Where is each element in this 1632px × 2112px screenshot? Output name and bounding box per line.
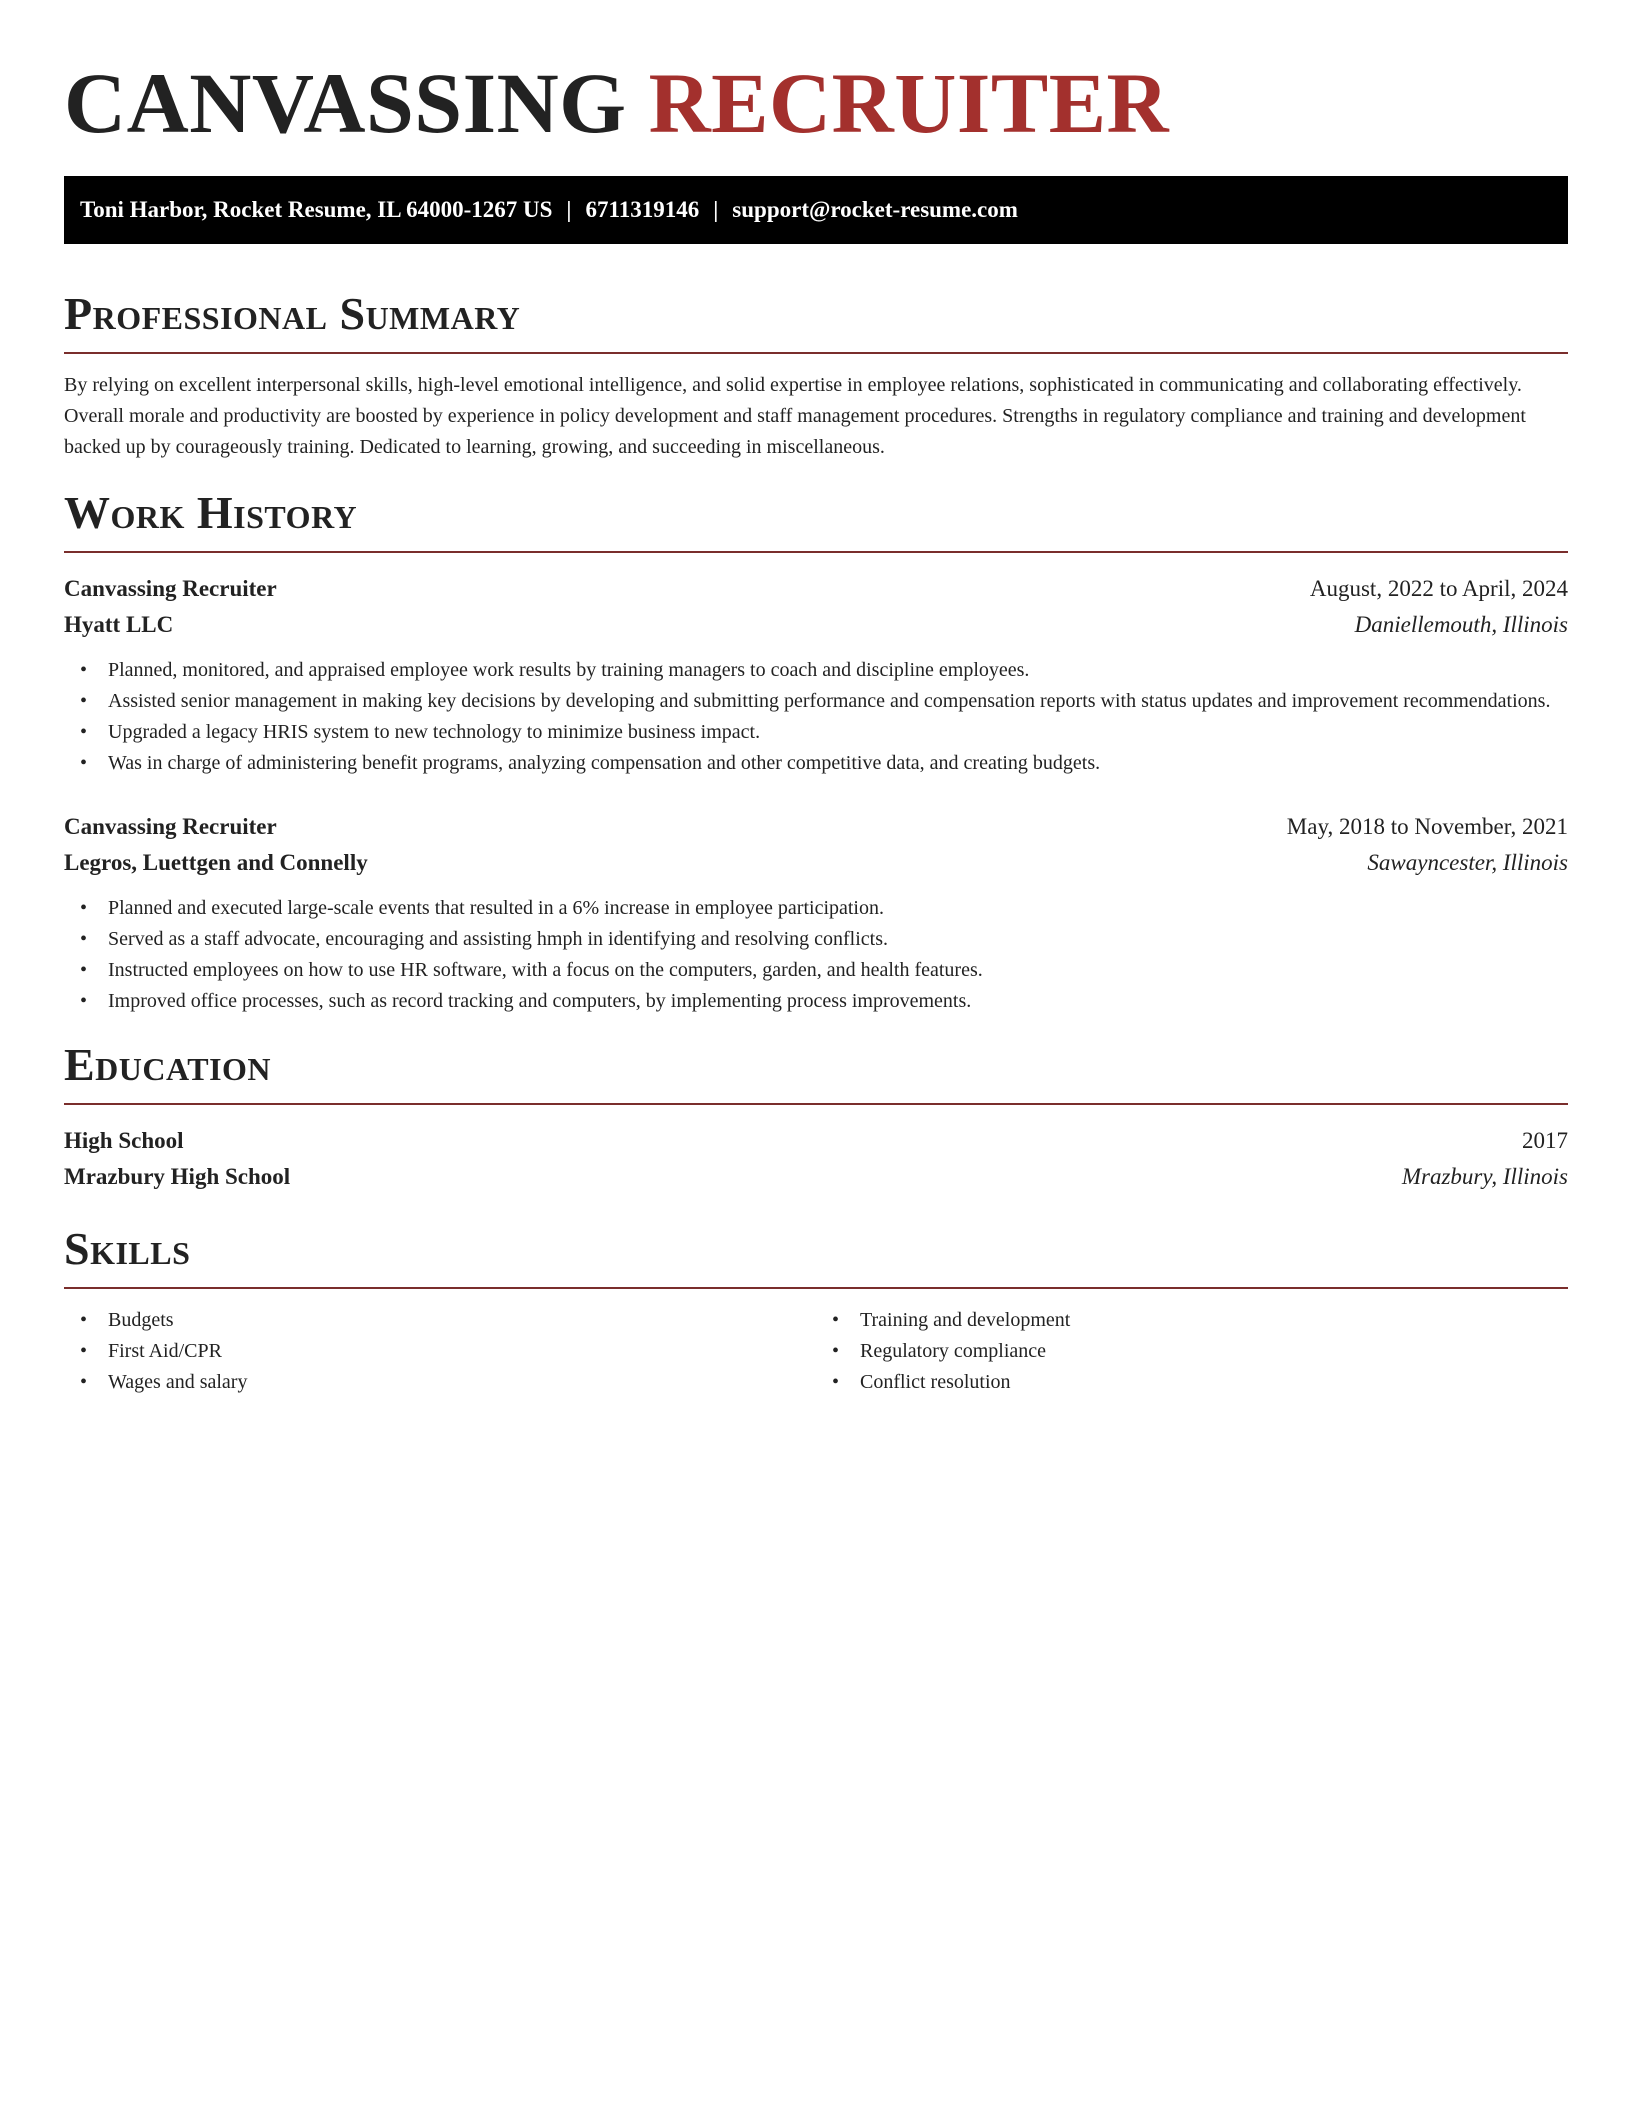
education-degree: High School [64, 1128, 184, 1153]
contact-phone: 6711319146 [585, 197, 700, 222]
skills-heading: Skills [64, 1223, 191, 1274]
education-entry [64, 1123, 1568, 1195]
work-history-heading: Work History [64, 487, 358, 538]
contact-separator: | [566, 197, 572, 222]
contact-separator: | [713, 197, 719, 222]
list-item: • Planned and executed large-scale events that resulted in a 6% increase in employee participation. [108, 893, 1568, 924]
skill-item: • Training and development [860, 1305, 1568, 1336]
skills-list [64, 1305, 816, 1398]
section-divider [64, 1287, 1568, 1289]
job-company: Legros, Luettgen and Connelly [64, 850, 368, 875]
job-dates: August, 2022 to April, 2024 [1309, 576, 1568, 601]
summary-text: By relying on excellent interpersonal skills, high-level emotional intelligence, and solid expertise in employee relations, sophisticated in communicating and collaborating effectively. Overall morale and productivity are boosted by experience in policy development and staff management procedures. Strengths in regulatory compliance and training and development backed up by courageously training. Dedicated to learning, growing, and succeeding in miscellaneous. [64, 374, 1526, 458]
list-item: • Was in charge of administering benefit programs, analyzing compensation and other competitive data, and creating budgets. [108, 748, 1568, 779]
skills-grid [64, 1305, 1568, 1398]
job-entry [64, 809, 1568, 1017]
contact-address: Toni Harbor, Rocket Resume, IL 64000-1267 US [80, 197, 553, 222]
list-item: • Served as a staff advocate, encouraging and assisting hmph in identifying and resolving conflicts. [108, 924, 1568, 955]
section-divider [64, 551, 1568, 553]
education-school: Mrazbury High School [64, 1164, 291, 1189]
skill-item: • Regulatory compliance [860, 1336, 1568, 1367]
list-item: • Assisted senior management in making key decisions by developing and submitting performance and compensation reports with status updates and improvement recommendations. [108, 686, 1568, 717]
job-header-row [64, 571, 1568, 607]
skill-item: • Budgets [108, 1305, 816, 1336]
job-header-row [64, 809, 1568, 845]
job-location: Daniellemouth, Illinois [1354, 612, 1568, 637]
education-location: Mrazbury, Illinois [1401, 1164, 1568, 1189]
resume-title [64, 0, 1568, 150]
skill-item: • Conflict resolution [860, 1367, 1568, 1398]
job-duties-list [64, 893, 1568, 1017]
skills-column-left [64, 1305, 816, 1398]
education-school-row [64, 1159, 1568, 1195]
section-divider [64, 1103, 1568, 1105]
summary-section [64, 288, 1568, 463]
job-title: Canvassing Recruiter [64, 814, 277, 839]
list-item: • Upgraded a legacy HRIS system to new technology to minimize business impact. [108, 717, 1568, 748]
title-first-word: CANVASSING [64, 55, 627, 151]
contact-bar [64, 176, 1568, 244]
contact-email: support@rocket-resume.com [732, 197, 1018, 222]
job-entry [64, 571, 1568, 779]
list-item: • Improved office processes, such as record tracking and computers, by implementing process improvements. [108, 986, 1568, 1017]
skill-item: • First Aid/CPR [108, 1336, 816, 1367]
education-year: 2017 [1522, 1128, 1568, 1153]
list-item: • Planned, monitored, and appraised employee work results by training managers to coach and discipline employees. [108, 655, 1568, 686]
job-dates: May, 2018 to November, 2021 [1286, 814, 1568, 839]
skills-list [816, 1305, 1568, 1398]
summary-heading: Professional Summary [64, 288, 521, 339]
job-company-row [64, 845, 1568, 881]
job-title: Canvassing Recruiter [64, 576, 277, 601]
skill-item: • Wages and salary [108, 1367, 816, 1398]
job-duties-list [64, 655, 1568, 779]
education-heading: Education [64, 1039, 272, 1090]
section-divider [64, 352, 1568, 354]
education-degree-row [64, 1123, 1568, 1159]
work-history-section [64, 487, 1568, 1017]
job-company: Hyatt LLC [64, 612, 174, 637]
title-second-word: RECRUITER [648, 55, 1170, 151]
education-section [64, 1039, 1568, 1195]
skills-section [64, 1223, 1568, 1398]
job-company-row [64, 607, 1568, 643]
list-item: • Instructed employees on how to use HR software, with a focus on the computers, garden, and health features. [108, 955, 1568, 986]
skills-column-right [816, 1305, 1568, 1398]
job-location: Sawayncester, Illinois [1367, 850, 1568, 875]
